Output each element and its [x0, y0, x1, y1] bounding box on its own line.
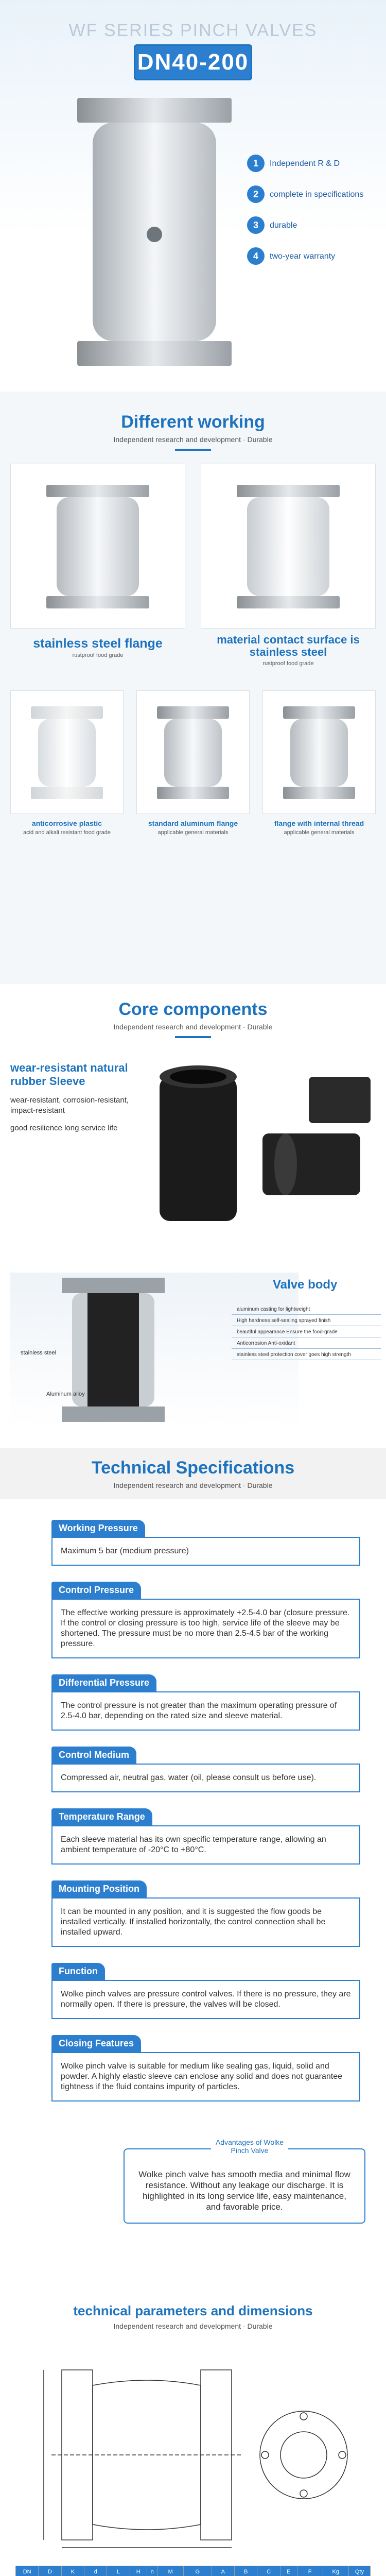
valve-product-image	[77, 98, 232, 366]
spec-tab: Temperature Range	[51, 1808, 152, 1825]
top-flange	[77, 98, 232, 123]
feature-text: durable	[270, 221, 297, 230]
spec-tab: Mounting Position	[51, 1880, 147, 1897]
rubber-sleeve-image	[154, 1056, 376, 1242]
product-photo-plastic	[10, 690, 124, 814]
model-badge: DN40-200	[134, 44, 252, 80]
column-header: B	[235, 2566, 257, 2576]
feature-number: 2	[247, 185, 265, 203]
section-header	[0, 412, 386, 451]
feature-number: 4	[247, 247, 265, 265]
caption-sub: rustproof food grade	[72, 652, 124, 658]
spec-tab: Working Pressure	[51, 1520, 145, 1537]
core-components-section	[0, 984, 386, 1448]
valve-body-item: High hardness self-sealing sprayed finish	[232, 1315, 381, 1326]
spec-block	[51, 1808, 360, 1865]
spec-block	[51, 1520, 360, 1566]
sleeve-text: wear-resistant, corrosion-resistant, impact-resistant	[10, 1096, 129, 1115]
bottom-flange	[77, 341, 232, 366]
feature-text: two-year warranty	[270, 251, 336, 261]
column-header: G	[183, 2566, 212, 2576]
feature-number: 1	[247, 155, 265, 172]
column-header: F	[297, 2566, 323, 2576]
spec-text: Compressed air, neutral gas, water (oil, please consult us before use).	[51, 1764, 360, 1792]
section-header	[0, 2303, 386, 2330]
product-photo-steel-flange	[10, 464, 185, 629]
spec-text: Each sleeve material has its own specific temperature range, allowing an ambient temperature of -20°C to +80°C.	[51, 1825, 360, 1865]
product-photo-aluminum	[136, 690, 250, 814]
control-port	[147, 227, 162, 242]
section-subtitle: Independent research and development · Durable	[113, 2322, 273, 2330]
title-underline	[175, 449, 211, 451]
parameters-table	[15, 2566, 371, 2576]
spec-block	[51, 1747, 360, 1792]
feature-item	[247, 155, 376, 172]
column-header: M	[157, 2566, 183, 2576]
valve-body-title: Valve body	[273, 1278, 338, 1292]
caption-plastic: anticorrosive plastic	[31, 819, 102, 827]
column-header: K	[61, 2566, 84, 2576]
spec-block	[51, 1582, 360, 1658]
caption-sub: applicable general materials	[157, 829, 229, 836]
feature-text: Independent R & D	[270, 159, 340, 168]
sleeve-text: good resilience long service life	[10, 1124, 118, 1132]
spec-text: Wolke pinch valve is suitable for medium like sealing gas, liquid, solid and powder. A highly elastic sleeve can enclose any solid and does not guarantee tightness if the fluid contains impurity of particles.	[51, 2052, 360, 2102]
spec-tab: Closing Features	[51, 2035, 141, 2052]
product-photo-steel-contact	[201, 464, 376, 629]
technical-parameters-section	[0, 2293, 386, 2576]
column-header: Qty	[348, 2566, 370, 2576]
spec-tab: Function	[51, 1963, 105, 1980]
feature-number: 3	[247, 216, 265, 234]
hero-title: WF SERIES PINCH VALVES	[68, 21, 318, 40]
caption-sub: applicable general materials	[284, 829, 355, 836]
column-header: E	[280, 2566, 297, 2576]
valve-cross-section-image	[31, 1273, 216, 1427]
spec-block	[51, 1963, 360, 2019]
caption-steel-flange: stainless steel flange	[33, 636, 163, 651]
column-header: C	[257, 2566, 280, 2576]
label-aluminum: Aluminum alloy	[46, 1391, 85, 1397]
hero-section	[0, 0, 386, 392]
caption-sub: rustproof food grade	[262, 660, 314, 667]
section-title: Core components	[118, 999, 268, 1019]
feature-list	[247, 155, 376, 278]
valve-body-item: beautiful appearance Ensure the food-grade	[232, 1326, 381, 1337]
section-title: technical parameters and dimensions	[73, 2303, 313, 2318]
dimension-drawing	[31, 2354, 355, 2555]
title-underline	[175, 1036, 211, 1038]
feature-item	[247, 185, 376, 203]
spec-block	[51, 2035, 360, 2102]
feature-text: complete in specifications	[270, 190, 364, 199]
section-title: Technical Specifications	[91, 1458, 295, 1478]
valve-body-item: Anticorrosion Anti-oxidant	[232, 1337, 381, 1349]
section-subtitle: Independent research and development · Durable	[113, 1481, 273, 1489]
spec-text: The effective working pressure is approximately +2.5-4.0 bar (closure pressure. If the control or closing pressure is too high, service life of the sleeve may be shortened. The pressure must be no more than 2.5-4.5 bar of the working pressure.	[51, 1599, 360, 1658]
valve-body-item: stainless steel protection cover goes high strength	[232, 1349, 381, 1360]
section-header	[0, 999, 386, 1038]
section-subtitle: Independent research and development · Durable	[113, 1023, 273, 1031]
different-working-section	[0, 392, 386, 984]
product-photo-thread	[262, 690, 376, 814]
spec-tab: Differential Pressure	[51, 1674, 156, 1691]
section-subtitle: Independent research and development · Durable	[113, 435, 273, 444]
spec-text: It can be mounted in any position, and it is suggested the flow goods be installed vertically. If installed horizontally, the control connection shall be installed upward.	[51, 1897, 360, 1947]
valve-body-item: aluminum casting for lightweight	[232, 1303, 381, 1315]
advantages-title: Advantages of Wolke Pinch Valve	[211, 2138, 288, 2155]
feature-item	[247, 216, 376, 234]
column-header: n	[147, 2566, 157, 2576]
caption-steel-contact: material contact surface is stainless steel	[217, 633, 360, 658]
feature-item	[247, 247, 376, 265]
column-header: H	[130, 2566, 147, 2576]
section-title: Different working	[121, 412, 265, 432]
caption-thread: flange with internal thread	[274, 819, 364, 827]
spec-text: Wolke pinch valves are pressure control valves. If there is no pressure, they are normally open. If there is pressure, the valves will be closed.	[51, 1980, 360, 2019]
technical-specifications-section	[0, 1448, 386, 2293]
column-header: d	[84, 2566, 107, 2576]
label-stainless-steel: stainless steel	[21, 1350, 57, 1356]
advantages-box: Wolke pinch valve has smooth media and minimal flow resistance. Without any leakage our discharge. It is highlighted in its long service life, easy maintenance, and favorable price.	[124, 2148, 365, 2224]
column-header: D	[39, 2566, 61, 2576]
spec-text: The control pressure is not greater than the maximum operating pressure of 2.5-4.0 bar, depending on the rated size and sleeve material.	[51, 1691, 360, 1731]
spec-tab: Control Pressure	[51, 1582, 141, 1599]
section-header	[0, 1458, 386, 1489]
sleeve-description	[10, 1061, 139, 1133]
valve-body-list	[232, 1303, 381, 1360]
caption-sub: acid and alkali resistant food grade	[23, 829, 111, 836]
spec-block	[51, 1674, 360, 1731]
column-header: DN	[16, 2566, 39, 2576]
caption-aluminum: standard aluminum flange	[148, 819, 238, 827]
spec-block	[51, 1880, 360, 1947]
column-header: A	[212, 2566, 234, 2576]
column-header: Kg	[323, 2566, 348, 2576]
spec-tab: Control Medium	[51, 1747, 136, 1764]
spec-text: Maximum 5 bar (medium pressure)	[51, 1537, 360, 1566]
sleeve-title: wear-resistant natural rubber Sleeve	[10, 1061, 128, 1088]
column-header: L	[107, 2566, 130, 2576]
